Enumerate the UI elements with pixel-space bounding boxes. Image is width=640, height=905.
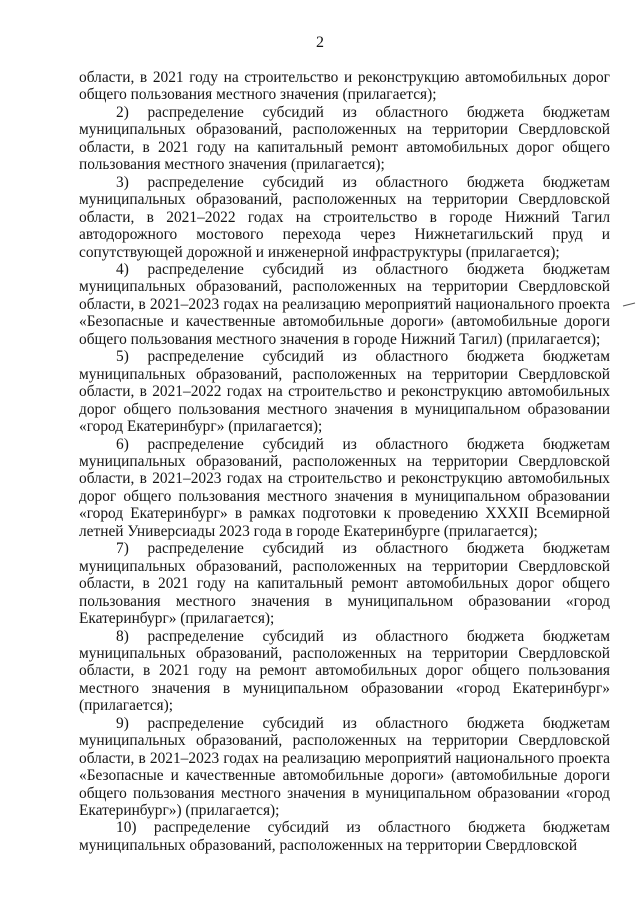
list-item-2: 2) распределение субсидий из областного бюджета бюджетам муниципальных образований, расположенных на территории Свердловской области, в 2021 году на капитальный ремонт автомобильных дорог общего пользования местного значения (прилагается); (79, 103, 610, 174)
document-body (79, 69, 610, 854)
list-item-8: 8) распределение субсидий из областного бюджета бюджетам муниципальных образований, расположенных на территории Свердловской области, в 2021 году на ремонт автомобильных дорог общего пользования местного значения в муниципальном образовании «город Екатеринбург» (прилагается); (79, 627, 610, 715)
list-item-7: 7) распределение субсидий из областного бюджета бюджетам муниципальных образований, расположенных на территории Свердловской области, в 2021 году на капитальный ремонт автомобильных дорог общего пользования местного значения в муниципальном образовании «город Екатеринбург» (прилагается); (79, 540, 610, 628)
list-item-4: 4) распределение субсидий из областного бюджета бюджетам муниципальных образований, расположенных на территории Свердловской области, в 2021–2023 годах на реализацию мероприятий национального проекта «Безопасные и качественные автомобильные дороги» (автомобильные дороги общего пользования местного значения в городе Нижний Тагил) (прилагается); (79, 260, 610, 348)
list-item-10: 10) распределение субсидий из областного бюджета бюджетам муниципальных образований, расположенных на территории Свердловской (79, 819, 610, 854)
pen-stroke-mark (622, 300, 636, 310)
list-item-6: 6) распределение субсидий из областного бюджета бюджетам муниципальных образований, расположенных на территории Свердловской области, в 2021–2023 годах на строительство и реконструкцию автомобильных дорог общего пользования местного значения в муниципальном образовании «город Екатеринбург» в рамках подготовки к проведению XXXII Всемирной летней Универсиады 2023 года в городе Екатеринбурге (прилагается); (79, 435, 610, 540)
list-item-9: 9) распределение субсидий из областного бюджета бюджетам муниципальных образований, расположенных на территории Свердловской области, в 2021–2023 годах на реализацию мероприятий национального проекта «Безопасные и качественные автомобильные дороги» (автомобильные дороги общего пользования местного значения в муниципальном образовании «город Екатеринбург») (прилагается); (79, 714, 610, 820)
paragraph-continuation: области, в 2021 году на строительство и реконструкцию автомобильных дорог общего пользования местного значения (прилагается); (79, 69, 610, 104)
page-number: 2 (316, 34, 324, 51)
list-item-3: 3) распределение субсидий из областного бюджета бюджетам муниципальных образований, расположенных на территории Свердловской области, в 2021–2022 годах на строительство в городе Нижний Тагил автодорожного мостового перехода через Нижнетагильский пруд и сопутствующей дорожной и инженерной инфраструктуры (прилагается); (79, 173, 610, 261)
list-item-5: 5) распределение субсидий из областного бюджета бюджетам муниципальных образований, расположенных на территории Свердловской области, в 2021–2022 годах на строительство и реконструкцию автомобильных дорог общего пользования местного значения в муниципальном образовании «город Екатеринбург» (прилагается); (79, 348, 610, 436)
